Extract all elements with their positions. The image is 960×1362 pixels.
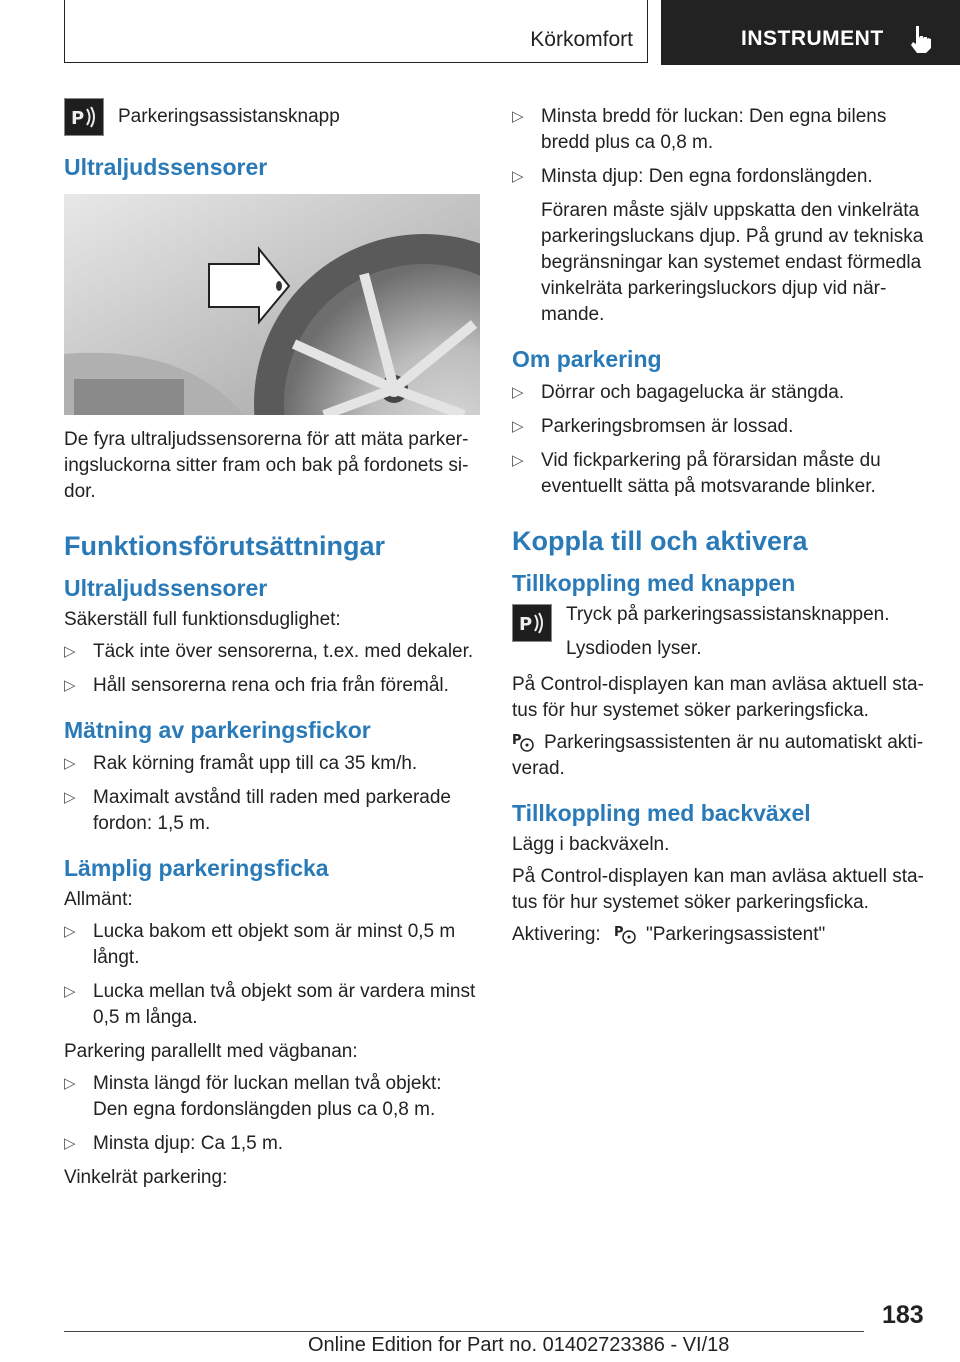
list-item: ▷ Rak körning framåt upp till ca 35 km/h.	[64, 753, 418, 774]
list-item: ▷ Minsta djup: Ca 1,5 m.	[64, 1133, 284, 1154]
list-item: ▷ Minsta djup: Den egna fordonslängden.	[512, 166, 873, 187]
button-figure	[64, 96, 480, 136]
allmant-list	[64, 919, 480, 1031]
chapter-tab	[661, 0, 960, 65]
list-item: ▷ Vid fickparkering på förarsidan måste du eventuellt sätta på motsvarande blinker.	[512, 450, 881, 497]
vinkel-list	[512, 104, 928, 190]
parking-assist-symbol-icon	[614, 922, 636, 944]
control-text-1: På Control-displayen kan man avläsa aktuell sta-tus för hur systemet söker parkeringsficka.	[512, 674, 924, 721]
footer-divider	[64, 1331, 864, 1332]
photo-caption: De fyra ultraljudssensorerna för att mäta parker-ingsluckorna sitter fram och bak på fordonets si-dor.	[64, 429, 469, 502]
list-item: ▷ Lucka mellan två objekt som är vardera minst 0,5 m långa.	[64, 981, 476, 1028]
section-tab	[64, 0, 648, 63]
heading-ultraljud: Ultraljudssensorer	[64, 154, 268, 180]
list-item: ▷ Parkeringsbromsen är lossad.	[512, 416, 794, 437]
svg-text:P: P	[519, 614, 533, 635]
allmant-label: Allmänt:	[64, 889, 133, 910]
parking-assist-button-icon	[64, 98, 104, 136]
list-item: ▷ Maximalt avstånd till raden med parkerade fordon: 1,5 m.	[64, 787, 452, 834]
heading-knappen: Tillkoppling med knappen	[512, 570, 796, 596]
heading-matning: Mätning av parkeringsfickor	[64, 717, 371, 743]
vinkel-label: Vinkelrät parkering:	[64, 1167, 228, 1188]
button-caption: Parkeringsassistansknapp	[118, 106, 340, 127]
om-list	[512, 380, 928, 500]
back-step: Lägg i backväxeln.	[512, 834, 670, 855]
footer-edition: Online Edition for Part no. 01402723386 - VI/18	[308, 1334, 730, 1356]
heading-ultraljud-2: Ultraljudssensorer	[64, 575, 268, 601]
heading-lamplig: Lämplig parkeringsficka	[64, 855, 329, 881]
section-title: Körkomfort	[530, 28, 633, 51]
list-item: ▷ Håll sensorerna rena och fria från föremål.	[64, 675, 449, 696]
hand-pointer-icon	[907, 24, 933, 54]
ultra-intro: Säkerställ full funktionsduglighet:	[64, 609, 341, 630]
aktivering-label: Aktivering:	[512, 924, 601, 945]
heading-om-parkering: Om parkering	[512, 346, 662, 372]
parking-assist-button-icon	[512, 604, 552, 642]
heading-koppla: Koppla till och aktivera	[512, 526, 808, 556]
knappen-step-1: Tryck på parkeringsassistansknappen.	[566, 604, 890, 625]
svg-text:P: P	[71, 108, 85, 129]
auto-activated: P Parkeringsassistenten är nu automatiskt akti-verad.	[512, 732, 924, 779]
left-column	[64, 96, 480, 1197]
list-item: ▷ Minsta längd för luckan mellan två objekt: Den egna fordonslängden plus ca 0,8 m.	[64, 1073, 442, 1120]
aktivering-value: "Parkeringsassistent"	[645, 924, 826, 945]
aktivering	[512, 922, 928, 948]
parking-assist-symbol-icon	[512, 730, 534, 752]
list-item: ▷ Täck inte över sensorerna, t.ex. med dekaler.	[64, 641, 474, 662]
matning-list	[64, 751, 480, 837]
heading-funktion: Funktionsförutsättningar	[64, 531, 385, 561]
chapter-title: INSTRUMENT	[741, 27, 884, 50]
list-item: ▷ Minsta bredd för luckan: Den egna bilens bredd plus ca 0,8 m.	[512, 106, 887, 153]
heading-backvaxel: Tillkoppling med backväxel	[512, 800, 811, 826]
page-number: 183	[882, 1301, 924, 1329]
right-column	[512, 96, 928, 954]
list-item: ▷ Dörrar och bagagelucka är stängda.	[512, 382, 845, 403]
list-item: ▷ Lucka bakom ett objekt som är minst 0,5 m långt.	[64, 921, 456, 968]
ultra-list	[64, 639, 480, 699]
parallel-list	[64, 1071, 480, 1157]
control-text-2: På Control-displayen kan man avläsa aktuell sta-tus för hur systemet söker parkeringsficka.	[512, 866, 924, 913]
svg-text:P: P	[613, 925, 624, 940]
parallel-intro: Parkering parallellt med vägbanan:	[64, 1041, 358, 1062]
page-header	[64, 0, 960, 65]
knappen-step-2: Lysdioden lyser.	[566, 638, 702, 659]
vinkel-note: Föraren måste själv uppskatta den vinkelräta parkeringsluckans djup. På grund av tekniska begränsningar kan systemet endast förmedla vinkelräta parkeringsluckors djup vid när-mande.	[541, 200, 924, 325]
knappen-figure	[512, 602, 928, 662]
sensor-photo	[64, 194, 480, 415]
svg-text:P: P	[512, 733, 522, 748]
